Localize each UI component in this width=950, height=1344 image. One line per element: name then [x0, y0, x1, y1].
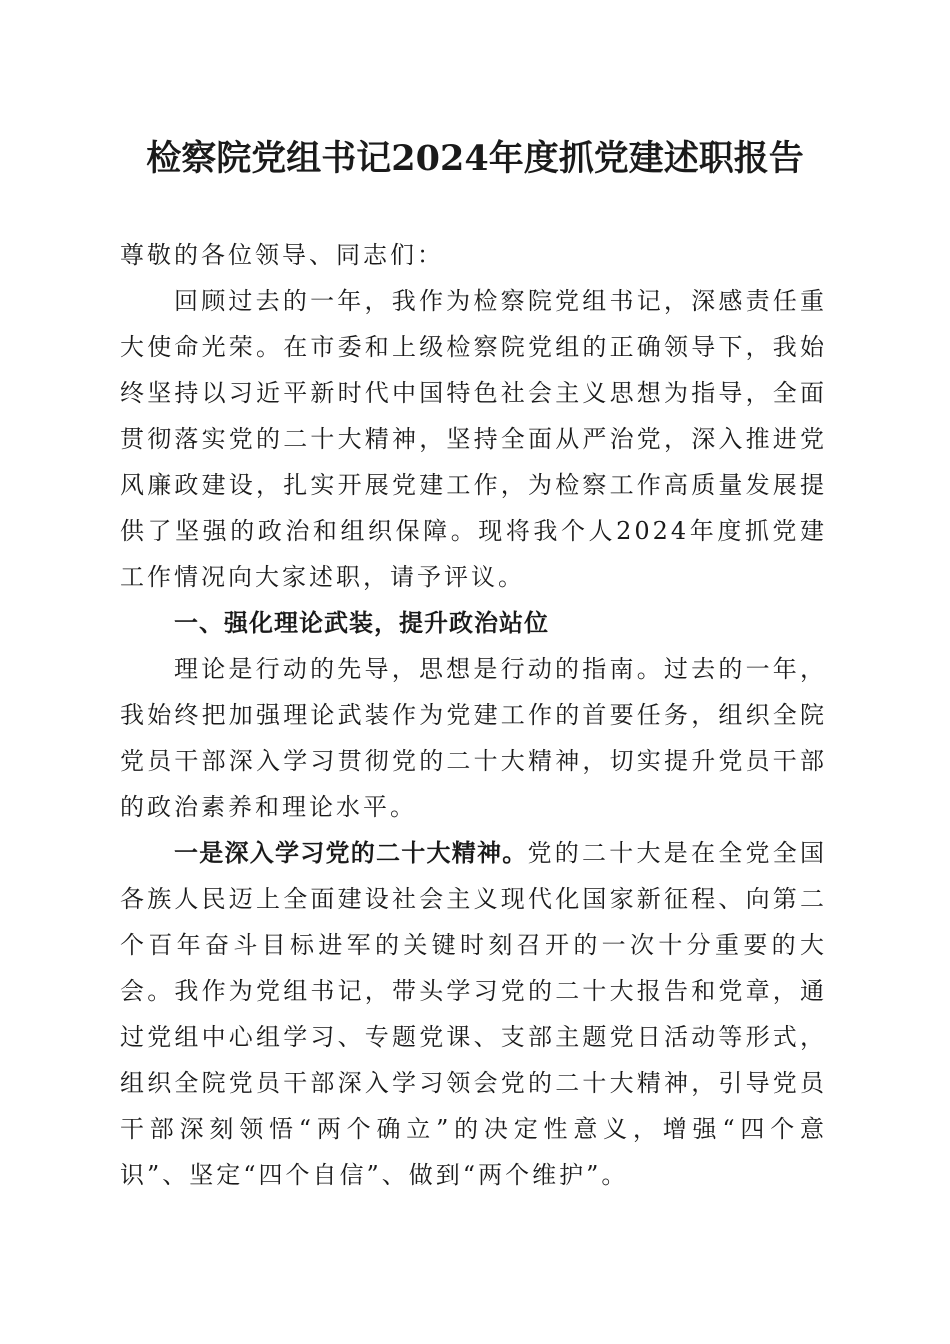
point-paragraph — [120, 830, 827, 1198]
salutation: 尊敬的各位领导、同志们： — [120, 241, 444, 269]
point-lead: 一是深入学习党的二十大精神。 — [174, 839, 528, 867]
section-heading: 一、强化理论武装，提升政治站位 — [174, 609, 549, 637]
document-body — [120, 232, 827, 1198]
document-title: 检察院党组书记2024年度抓党建述职报告 — [146, 138, 804, 179]
point-text: 党的二十大是在全党全国各族人民迈上全面建设社会主义现代化国家新征程、向第二个百年奋斗目标进军的关键时刻召开的一次十分重要的大会。我作为党组书记，带头学习党的二十大报告和党章，通过党组中心组学习、专题党课、支部主题党日活动等形式，组织全院党员干部深入学习领会党的二十大精神，引导党员干部深刻领悟“两个确立”的决定性意义，增强“四个意识”、坚定“四个自信”、做到“两个维护”。 — [120, 839, 827, 1189]
section-paragraph: 理论是行动的先导，思想是行动的指南。过去的一年，我始终把加强理论武装作为党建工作的首要任务，组织全院党员干部深入学习贯彻党的二十大精神，切实提升党员干部的政治素养和理论水平。 — [120, 655, 827, 821]
intro-paragraph: 回顾过去的一年，我作为检察院党组书记，深感责任重大使命光荣。在市委和上级检察院党组的正确领导下，我始终坚持以习近平新时代中国特色社会主义思想为指导，全面贯彻落实党的二十大精神，坚持全面从严治党，深入推进党风廉政建设，扎实开展党建工作，为检察工作高质量发展提供了坚强的政治和组织保障。现将我个人2024年度抓党建工作情况向大家述职，请予评议。 — [120, 287, 827, 591]
